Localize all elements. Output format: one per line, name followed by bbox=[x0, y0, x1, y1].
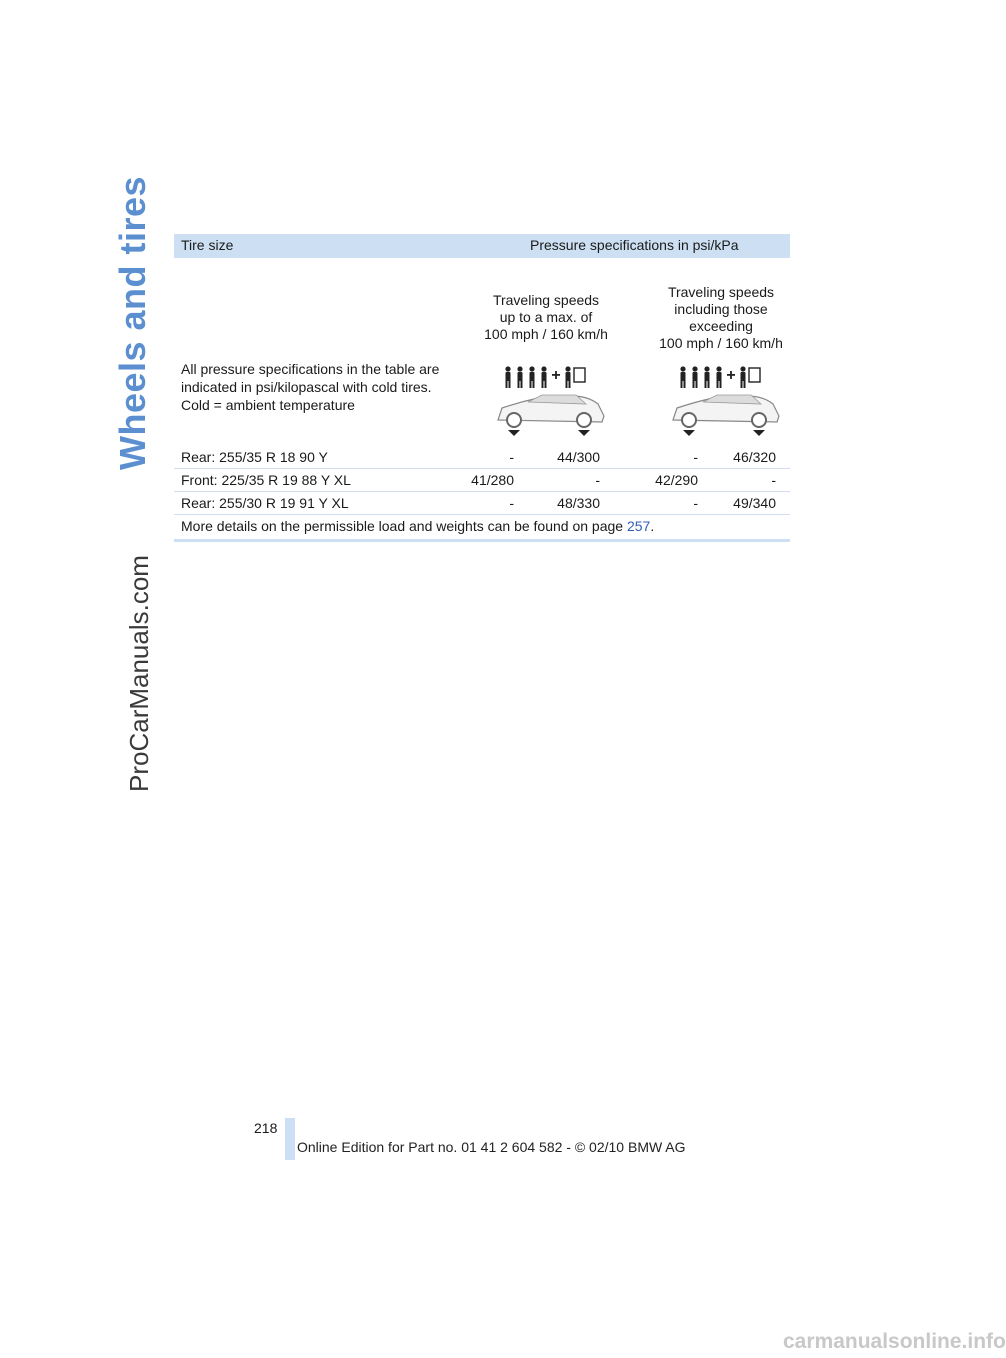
table-row: Front: 225/35 R 19 88 Y XL 41/280 - 42/290 - bbox=[174, 469, 790, 492]
table-header bbox=[174, 234, 790, 258]
loaded-car-icon bbox=[655, 362, 787, 438]
header-tire-size: Tire size bbox=[181, 237, 234, 253]
header-pressure: Pressure specifications in psi/kPa bbox=[530, 237, 739, 253]
speed-high-heading: Traveling speeds including those exceeding 100 mph / 160 km/h bbox=[659, 284, 783, 351]
pressure-note: All pressure specifications in the table are indicated in psi/kilopascal with cold tires. Cold = ambient temperature bbox=[181, 361, 440, 413]
speed-low-heading: Traveling speeds up to a max. of 100 mph / 160 km/h bbox=[484, 292, 608, 342]
section-side-title: Wheels and tires bbox=[112, 175, 153, 470]
page-link[interactable]: 257 bbox=[626, 518, 651, 534]
table-footer: More details on the permissible load and weights can be found on page 257. bbox=[174, 515, 790, 542]
footer-accent-bar bbox=[285, 1118, 295, 1160]
table-row: Rear: 255/35 R 18 90 Y - 44/300 - 46/320 bbox=[174, 446, 790, 469]
edition-footer: Online Edition for Part no. 01 41 2 604 582 - © 02/10 BMW AG bbox=[297, 1139, 686, 1155]
table-subheader bbox=[174, 258, 790, 430]
tire-pressure-table bbox=[174, 234, 790, 542]
loaded-car-icon bbox=[480, 362, 612, 438]
site-watermark: carmanualsonline.info bbox=[783, 1330, 1006, 1353]
table-row: Rear: 255/30 R 19 91 Y XL - 48/330 - 49/340 bbox=[174, 492, 790, 515]
page-number: 218 bbox=[254, 1120, 278, 1136]
watermark: ProCarManuals.com bbox=[124, 555, 154, 792]
